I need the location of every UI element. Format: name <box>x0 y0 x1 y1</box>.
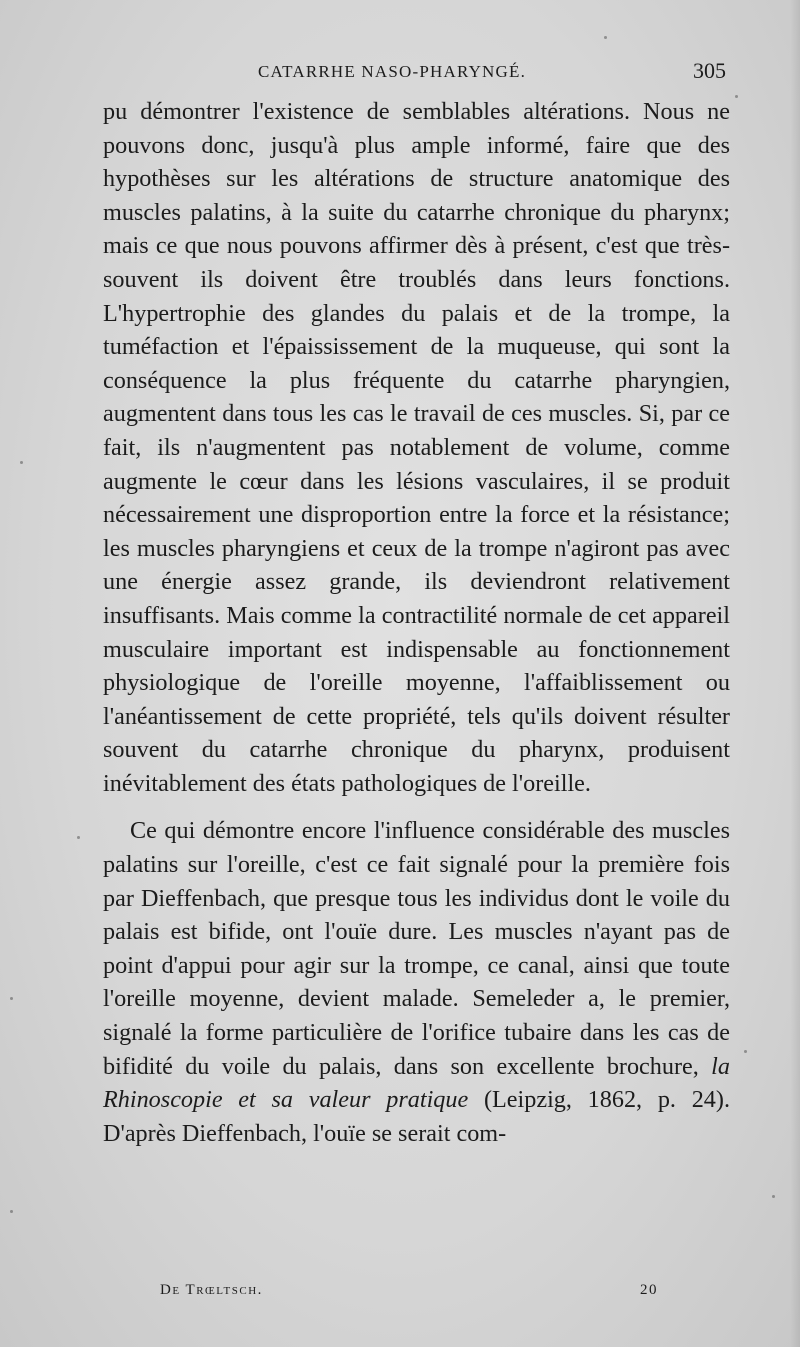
paragraph-2 <box>103 814 730 1150</box>
paragraph-1: pu démontrer l'existence de semblables altérations. Nous ne pouvons donc, jusqu'à plus ample informé, faire que des hypothèses sur les altérations de structure anatomique des muscles palatins, à la suite du catarrhe chronique du pharynx; mais ce que nous pouvons affirmer dès à présent, c'est que très-souvent ils doivent être troublés dans leurs fonctions. L'hypertrophie des glandes du palais et de la trompe, la tuméfaction et l'épaississement de la muqueuse, qui sont la conséquence la plus fréquente du catarrhe pharyngien, augmentent dans tous les cas le travail de ces muscles. Si, par ce fait, ils n'augmentent pas notablement de volume, comme augmente le cœur dans les lésions vasculaires, il se produit nécessairement une disproportion entre la force et la résistance; les muscles pharyngiens et ceux de la trompe n'agiront pas avec une énergie assez grande, ils deviendront relativement insuffisants. Mais comme la contractilité normale de cet appareil musculaire important est indispensable au fonctionnement physiologique de l'oreille moyenne, l'affaiblissement ou l'anéantissement de cette propriété, tels qu'ils doivent résulter souvent du catarrhe chronique du pharynx, produisent inévitablement des états pathologiques de l'oreille. <box>103 98 730 797</box>
print-speck <box>735 95 738 98</box>
print-speck <box>604 36 607 39</box>
paragraph-2-text-start: Ce qui démontre encore l'influence considérable des muscles palatins sur l'oreille, c'est ce fait signalé pour la première fois par Dieffenbach, que presque tous les individus dont le voile du palais est bifide, ont l'ouïe dure. Les muscles n'ayant pas de point d'appui pour agir sur la trompe, ce canal, ainsi que toute l'oreille moyenne, devient malade. Semeleder a, le premier, signalé la forme particulière de l'orifice tubaire dans les cas de bifidité du voile du palais, dans son excellente brochure, <box>103 817 730 1080</box>
book-title: la Rhinoscopie et sa valeur pratique <box>103 1052 730 1114</box>
print-speck <box>77 836 80 839</box>
page-footer <box>160 1282 658 1306</box>
body-text <box>103 95 730 1150</box>
page-number: 305 <box>693 58 726 83</box>
footer-signature: De Trœltsch. <box>160 1282 263 1298</box>
print-speck <box>10 997 13 1000</box>
running-head <box>103 58 726 88</box>
print-speck <box>20 461 23 464</box>
page-edge-shadow <box>790 0 800 1347</box>
paragraph-2-text-end: (Leipzig, 1862, p. 24). D'après Dieffenbach, l'ouïe se serait com- <box>103 1086 730 1147</box>
print-speck <box>10 1210 13 1213</box>
footer-signature-mark: 20 <box>640 1282 658 1298</box>
print-speck <box>744 1050 747 1053</box>
print-speck <box>772 1195 775 1198</box>
running-title: CATARRHE NASO-PHARYNGÉ. <box>258 62 527 81</box>
